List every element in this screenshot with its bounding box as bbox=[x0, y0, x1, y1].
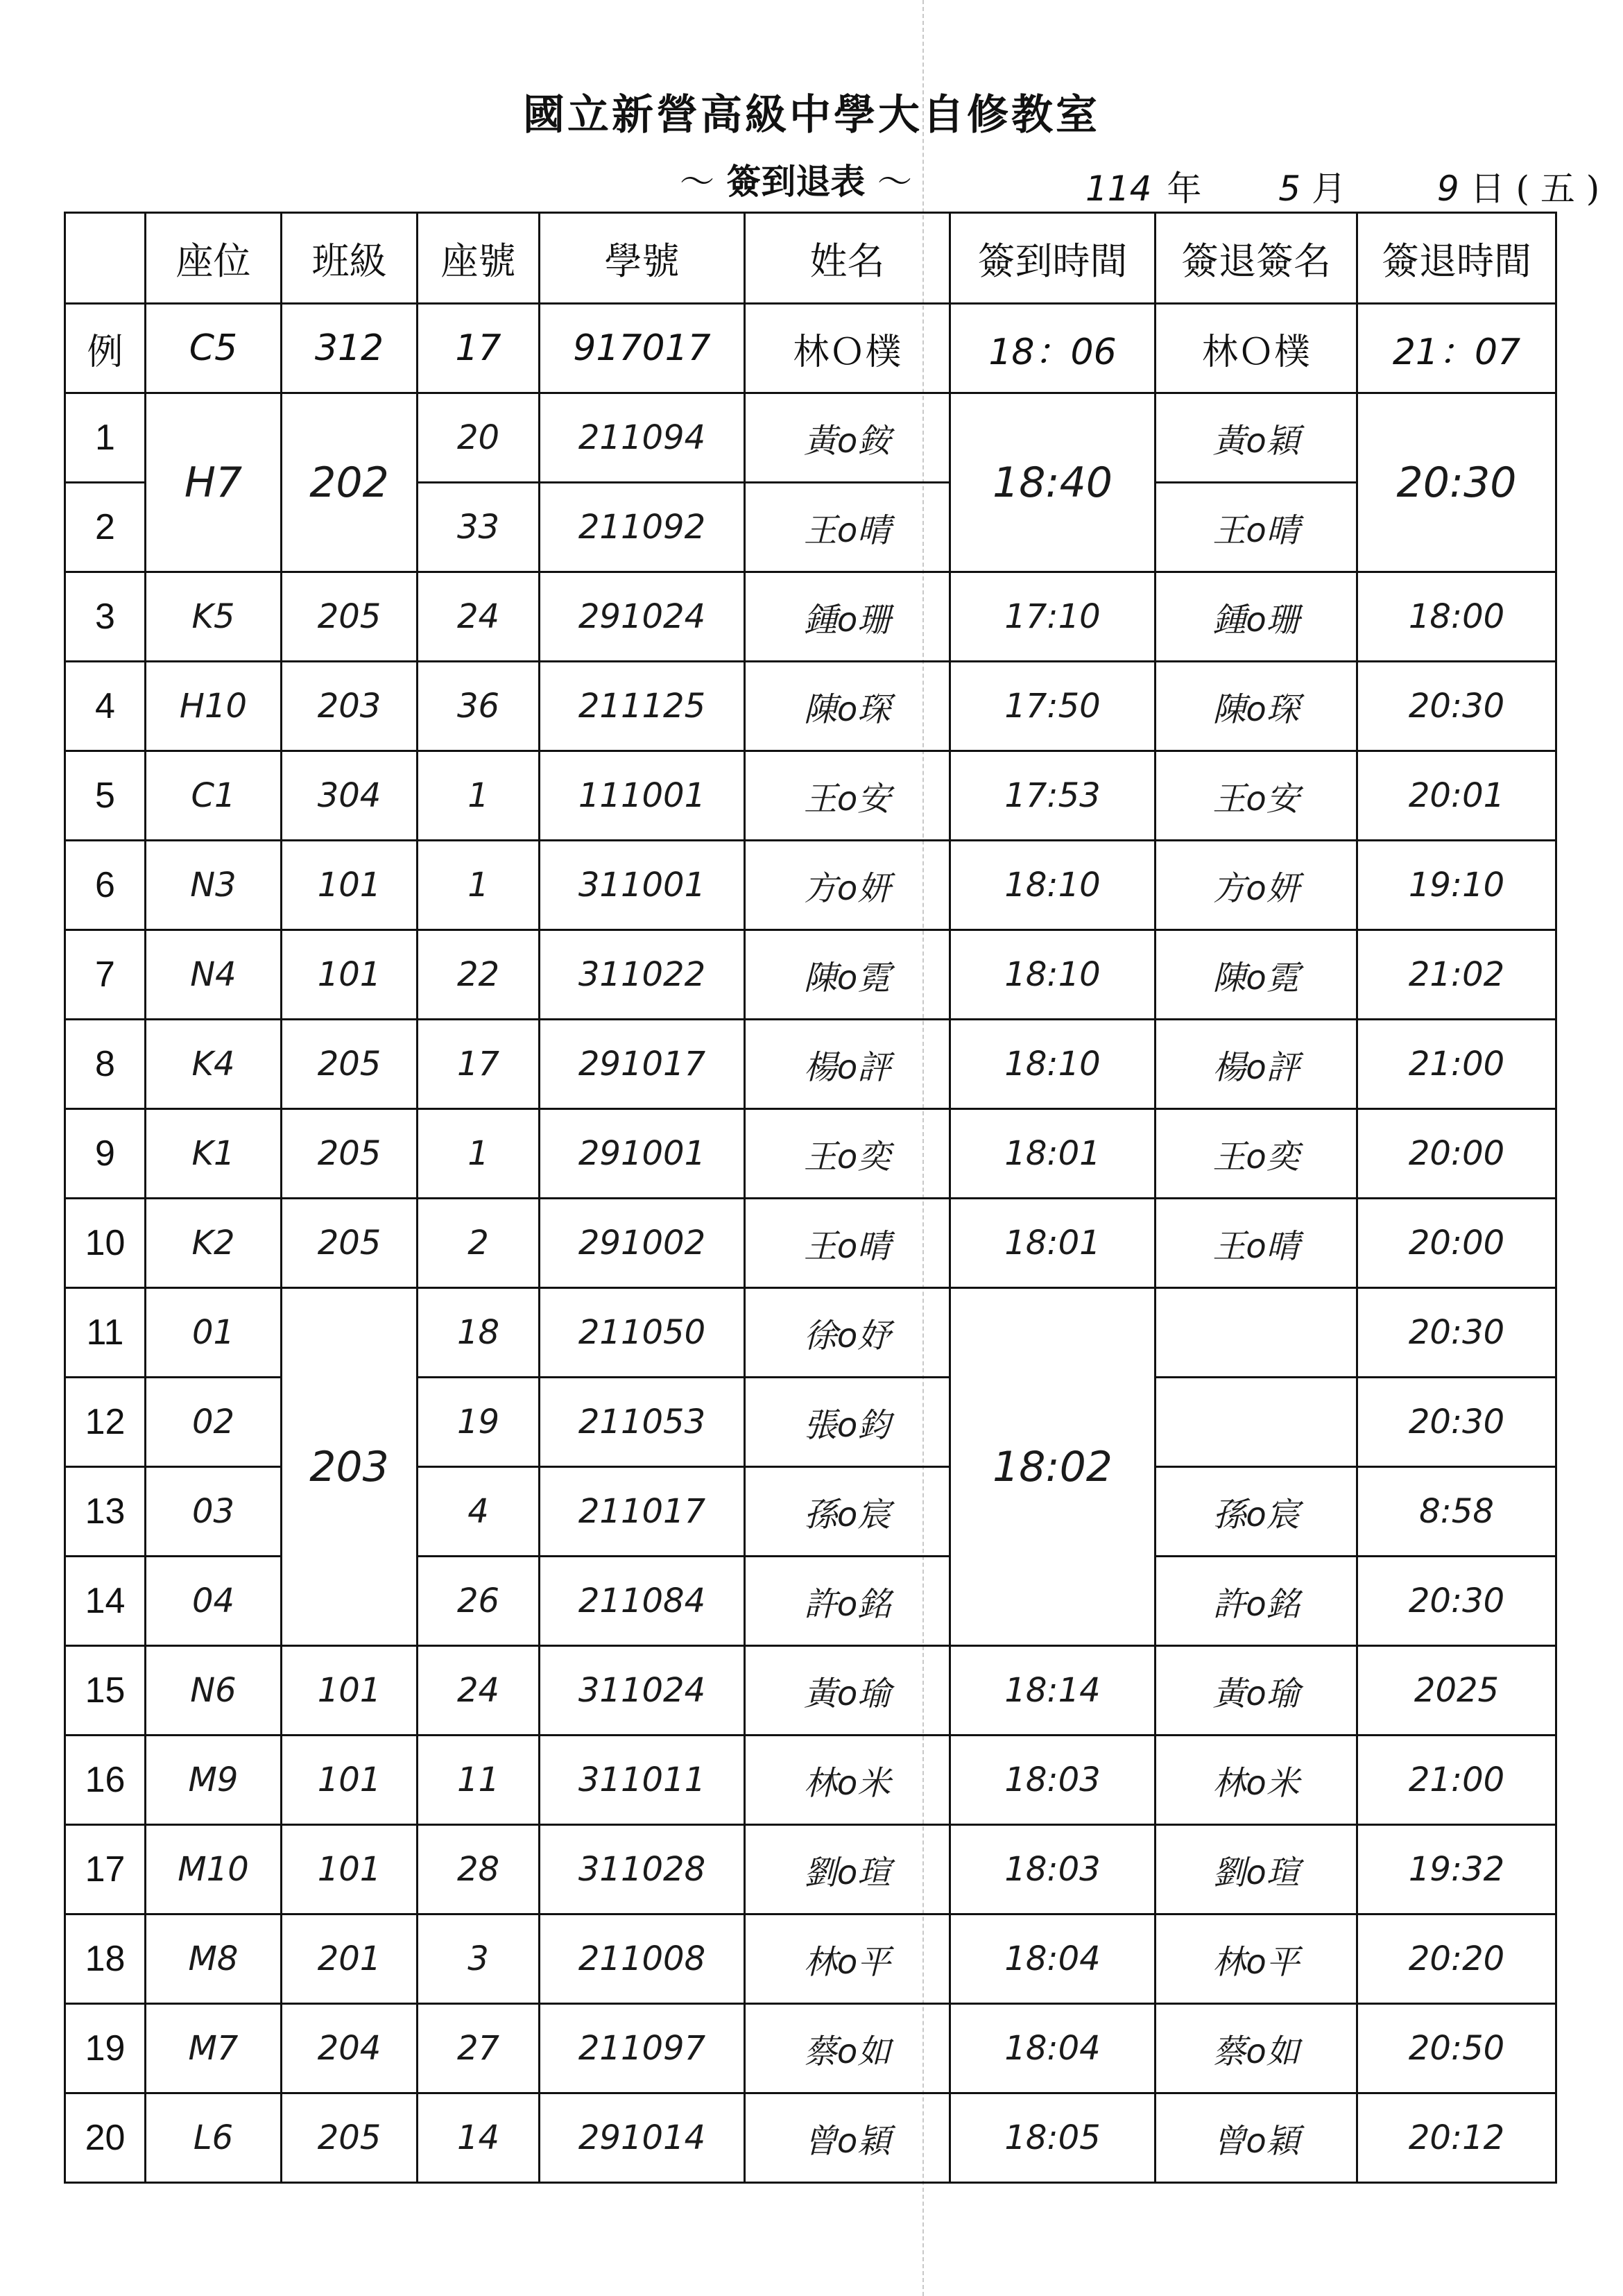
col-header-seat: 座位 bbox=[146, 213, 282, 304]
cell-class: 101 bbox=[282, 1825, 418, 1914]
col-header-student-id: 學號 bbox=[540, 213, 745, 304]
example-seat: C5 bbox=[146, 304, 282, 393]
cell-sign-out-time: 19:10 bbox=[1357, 841, 1556, 930]
cell-seat-no: 1 bbox=[418, 1109, 540, 1199]
cell-sign-out-signature: 蔡o如 bbox=[1156, 2004, 1357, 2093]
cell-sign-out-signature: 曾o穎 bbox=[1156, 2093, 1357, 2183]
cell-class: 304 bbox=[282, 751, 418, 841]
cell-seat: M7 bbox=[146, 2004, 282, 2093]
date-day-unit: 日 bbox=[1470, 169, 1505, 209]
table-row bbox=[65, 572, 1556, 662]
cell-sign-out-time: 20:12 bbox=[1357, 2093, 1556, 2183]
cell-class: 205 bbox=[282, 2093, 418, 2183]
cell-seat-no: 36 bbox=[418, 662, 540, 751]
cell-student-id: 211094 bbox=[540, 393, 745, 483]
cell-name: 楊o評 bbox=[745, 1020, 950, 1109]
cell-sign-out-signature bbox=[1156, 1288, 1357, 1378]
cell-sign-out-time: 21:00 bbox=[1357, 1020, 1556, 1109]
cell-name: 徐o妤 bbox=[745, 1288, 950, 1378]
cell-sign-out-signature: 王o安 bbox=[1156, 751, 1357, 841]
row-number: 13 bbox=[65, 1467, 146, 1557]
cell-sign-out-time: 20:30 bbox=[1357, 662, 1556, 751]
col-header-seat-no: 座號 bbox=[418, 213, 540, 304]
table-row bbox=[65, 393, 1556, 483]
row-number: 14 bbox=[65, 1557, 146, 1646]
row-number: 1 bbox=[65, 393, 146, 483]
cell-name: 劉o瑄 bbox=[745, 1825, 950, 1914]
example-student-id: 917017 bbox=[540, 304, 745, 393]
cell-sign-in-time: 17:10 bbox=[950, 572, 1156, 662]
cell-name: 王o安 bbox=[745, 751, 950, 841]
cell-sign-out-signature: 王o晴 bbox=[1156, 1199, 1357, 1288]
cell-sign-out-signature bbox=[1156, 1378, 1357, 1467]
cell-seat-no: 4 bbox=[418, 1467, 540, 1557]
cell-sign-in-time: 17:53 bbox=[950, 751, 1156, 841]
cell-sign-in-time: 18:40 bbox=[950, 393, 1156, 572]
cell-sign-out-time: 20:30 bbox=[1357, 393, 1556, 572]
table-row bbox=[65, 751, 1556, 841]
cell-seat: 01 bbox=[146, 1288, 282, 1378]
cell-sign-in-time: 18:14 bbox=[950, 1646, 1156, 1736]
date-weekday: ( 五 ) bbox=[1515, 169, 1600, 209]
cell-class: 101 bbox=[282, 1736, 418, 1825]
cell-sign-in-time: 18:10 bbox=[950, 841, 1156, 930]
cell-student-id: 211092 bbox=[540, 483, 745, 572]
cell-seat: L6 bbox=[146, 2093, 282, 2183]
cell-student-id: 311022 bbox=[540, 930, 745, 1020]
cell-sign-out-signature: 黃o穎 bbox=[1156, 393, 1357, 483]
cell-sign-out-time: 8:58 bbox=[1357, 1467, 1556, 1557]
example-sign-out-time: 21：07 bbox=[1357, 304, 1556, 393]
cell-student-id: 311024 bbox=[540, 1646, 745, 1736]
table-row bbox=[65, 1914, 1556, 2004]
example-name: 林Ｏ樸 bbox=[745, 304, 950, 393]
cell-class: 205 bbox=[282, 572, 418, 662]
example-seat-no: 17 bbox=[418, 304, 540, 393]
cell-seat: K5 bbox=[146, 572, 282, 662]
col-header-sign-out-time: 簽退時間 bbox=[1357, 213, 1556, 304]
row-number: 19 bbox=[65, 2004, 146, 2093]
cell-name: 方o妍 bbox=[745, 841, 950, 930]
cell-sign-out-signature: 陳o霓 bbox=[1156, 930, 1357, 1020]
cell-sign-in-time: 18:04 bbox=[950, 1914, 1156, 2004]
cell-seat: H7 bbox=[146, 393, 282, 572]
cell-seat-no: 1 bbox=[418, 841, 540, 930]
row-number: 20 bbox=[65, 2093, 146, 2183]
row-number: 15 bbox=[65, 1646, 146, 1736]
cell-seat-no: 22 bbox=[418, 930, 540, 1020]
cell-seat-no: 24 bbox=[418, 1646, 540, 1736]
cell-sign-out-time: 20:20 bbox=[1357, 1914, 1556, 2004]
table-row bbox=[65, 2093, 1556, 2183]
cell-class: 205 bbox=[282, 1109, 418, 1199]
cell-sign-in-time: 18:02 bbox=[950, 1288, 1156, 1646]
cell-student-id: 211050 bbox=[540, 1288, 745, 1378]
cell-class: 101 bbox=[282, 841, 418, 930]
cell-name: 王o晴 bbox=[745, 1199, 950, 1288]
cell-sign-out-signature: 王o奕 bbox=[1156, 1109, 1357, 1199]
row-number: 8 bbox=[65, 1020, 146, 1109]
row-number: 16 bbox=[65, 1736, 146, 1825]
cell-seat-no: 28 bbox=[418, 1825, 540, 1914]
cell-class: 101 bbox=[282, 930, 418, 1020]
cell-student-id: 211084 bbox=[540, 1557, 745, 1646]
row-number: 11 bbox=[65, 1288, 146, 1378]
cell-sign-out-time: 18:00 bbox=[1357, 572, 1556, 662]
cell-seat: K2 bbox=[146, 1199, 282, 1288]
subtitle-tilde-right: ～ bbox=[877, 162, 912, 202]
date-month-unit: 月 bbox=[1311, 169, 1346, 209]
cell-name: 黃o銨 bbox=[745, 393, 950, 483]
cell-sign-out-time: 20:30 bbox=[1357, 1557, 1556, 1646]
cell-sign-out-time: 20:00 bbox=[1357, 1109, 1556, 1199]
cell-seat: H10 bbox=[146, 662, 282, 751]
cell-sign-out-time: 20:50 bbox=[1357, 2004, 1556, 2093]
row-number: 2 bbox=[65, 483, 146, 572]
col-header-name: 姓名 bbox=[745, 213, 950, 304]
cell-seat-no: 2 bbox=[418, 1199, 540, 1288]
cell-sign-in-time: 17:50 bbox=[950, 662, 1156, 751]
table-header-row bbox=[65, 213, 1556, 304]
date-year-unit: 年 bbox=[1167, 169, 1202, 209]
cell-name: 孫o宸 bbox=[745, 1467, 950, 1557]
cell-seat: M8 bbox=[146, 1914, 282, 2004]
table-row bbox=[65, 1825, 1556, 1914]
cell-sign-out-signature: 孫o宸 bbox=[1156, 1467, 1357, 1557]
cell-seat-no: 17 bbox=[418, 1020, 540, 1109]
cell-student-id: 211008 bbox=[540, 1914, 745, 2004]
cell-seat-no: 18 bbox=[418, 1288, 540, 1378]
row-number: 4 bbox=[65, 662, 146, 751]
cell-sign-in-time: 18:01 bbox=[950, 1109, 1156, 1199]
cell-student-id: 311011 bbox=[540, 1736, 745, 1825]
cell-class: 205 bbox=[282, 1020, 418, 1109]
table-row bbox=[65, 662, 1556, 751]
cell-seat: K1 bbox=[146, 1109, 282, 1199]
cell-seat: N4 bbox=[146, 930, 282, 1020]
table-row bbox=[65, 1646, 1556, 1736]
cell-seat-no: 11 bbox=[418, 1736, 540, 1825]
form-date bbox=[1085, 161, 1599, 211]
cell-sign-out-signature: 陳o琛 bbox=[1156, 662, 1357, 751]
form-subtitle bbox=[680, 154, 912, 204]
cell-student-id: 211125 bbox=[540, 662, 745, 751]
example-sign-out-signature: 林Ｏ樸 bbox=[1156, 304, 1357, 393]
cell-sign-out-signature: 黃o瑜 bbox=[1156, 1646, 1357, 1736]
cell-class: 202 bbox=[282, 393, 418, 572]
cell-seat-no: 14 bbox=[418, 2093, 540, 2183]
table-row bbox=[65, 1288, 1556, 1378]
form-title: 國立新營高級中學大自修教室 bbox=[523, 91, 1100, 139]
cell-sign-in-time: 18:10 bbox=[950, 1020, 1156, 1109]
cell-sign-in-time: 18:03 bbox=[950, 1736, 1156, 1825]
cell-sign-out-signature: 楊o評 bbox=[1156, 1020, 1357, 1109]
cell-name: 鍾o珊 bbox=[745, 572, 950, 662]
cell-seat: N3 bbox=[146, 841, 282, 930]
cell-seat: 03 bbox=[146, 1467, 282, 1557]
cell-class: 203 bbox=[282, 1288, 418, 1646]
cell-seat-no: 20 bbox=[418, 393, 540, 483]
cell-class: 203 bbox=[282, 662, 418, 751]
cell-sign-in-time: 18:01 bbox=[950, 1199, 1156, 1288]
example-label: 例 bbox=[65, 304, 146, 393]
cell-name: 陳o琛 bbox=[745, 662, 950, 751]
table-row bbox=[65, 2004, 1556, 2093]
cell-name: 黃o瑜 bbox=[745, 1646, 950, 1736]
cell-student-id: 111001 bbox=[540, 751, 745, 841]
table-row bbox=[65, 1199, 1556, 1288]
cell-class: 101 bbox=[282, 1646, 418, 1736]
cell-name: 陳o霓 bbox=[745, 930, 950, 1020]
cell-sign-out-signature: 林o平 bbox=[1156, 1914, 1357, 2004]
cell-sign-out-time: 20:00 bbox=[1357, 1199, 1556, 1288]
cell-sign-out-signature: 方o妍 bbox=[1156, 841, 1357, 930]
cell-seat: K4 bbox=[146, 1020, 282, 1109]
example-sign-in-time: 18：06 bbox=[950, 304, 1156, 393]
cell-sign-out-time: 19:32 bbox=[1357, 1825, 1556, 1914]
cell-sign-out-signature: 鍾o珊 bbox=[1156, 572, 1357, 662]
cell-seat: C1 bbox=[146, 751, 282, 841]
cell-student-id: 211017 bbox=[540, 1467, 745, 1557]
row-number: 17 bbox=[65, 1825, 146, 1914]
cell-seat-no: 24 bbox=[418, 572, 540, 662]
cell-sign-out-time: 21:02 bbox=[1357, 930, 1556, 1020]
example-class: 312 bbox=[282, 304, 418, 393]
date-year: 114 bbox=[1085, 169, 1152, 209]
subtitle-tilde-left: ～ bbox=[680, 162, 714, 202]
cell-seat-no: 26 bbox=[418, 1557, 540, 1646]
cell-sign-out-signature: 劉o瑄 bbox=[1156, 1825, 1357, 1914]
cell-seat-no: 3 bbox=[418, 1914, 540, 2004]
col-header-class: 班級 bbox=[282, 213, 418, 304]
cell-name: 林o平 bbox=[745, 1914, 950, 2004]
row-number: 6 bbox=[65, 841, 146, 930]
cell-student-id: 291002 bbox=[540, 1199, 745, 1288]
cell-sign-in-time: 18:03 bbox=[950, 1825, 1156, 1914]
cell-student-id: 311028 bbox=[540, 1825, 745, 1914]
cell-student-id: 211097 bbox=[540, 2004, 745, 2093]
row-number: 10 bbox=[65, 1199, 146, 1288]
table-row bbox=[65, 930, 1556, 1020]
cell-sign-out-time: 20:01 bbox=[1357, 751, 1556, 841]
cell-seat: 04 bbox=[146, 1557, 282, 1646]
cell-seat: M9 bbox=[146, 1736, 282, 1825]
cell-student-id: 291014 bbox=[540, 2093, 745, 2183]
cell-class: 204 bbox=[282, 2004, 418, 2093]
row-number: 18 bbox=[65, 1914, 146, 2004]
col-header-sign-out-signature: 簽退簽名 bbox=[1156, 213, 1357, 304]
cell-sign-out-time: 20:30 bbox=[1357, 1378, 1556, 1467]
cell-sign-in-time: 18:04 bbox=[950, 2004, 1156, 2093]
row-number: 7 bbox=[65, 930, 146, 1020]
cell-name: 王o晴 bbox=[745, 483, 950, 572]
col-header-index bbox=[65, 213, 146, 304]
cell-student-id: 291017 bbox=[540, 1020, 745, 1109]
row-number: 9 bbox=[65, 1109, 146, 1199]
table-row bbox=[65, 1736, 1556, 1825]
table-row bbox=[65, 1020, 1556, 1109]
example-row bbox=[65, 304, 1556, 393]
cell-sign-out-time: 2025 bbox=[1357, 1646, 1556, 1736]
cell-seat: M10 bbox=[146, 1825, 282, 1914]
cell-seat-no: 27 bbox=[418, 2004, 540, 2093]
cell-seat-no: 1 bbox=[418, 751, 540, 841]
cell-sign-out-time: 21:00 bbox=[1357, 1736, 1556, 1825]
cell-class: 205 bbox=[282, 1199, 418, 1288]
cell-name: 蔡o如 bbox=[745, 2004, 950, 2093]
sign-in-table bbox=[64, 212, 1557, 2184]
cell-sign-out-signature: 許o銘 bbox=[1156, 1557, 1357, 1646]
cell-name: 曾o穎 bbox=[745, 2093, 950, 2183]
table-row bbox=[65, 1109, 1556, 1199]
cell-sign-in-time: 18:05 bbox=[950, 2093, 1156, 2183]
cell-sign-out-signature: 王o晴 bbox=[1156, 483, 1357, 572]
cell-seat: 02 bbox=[146, 1378, 282, 1467]
table-row bbox=[65, 841, 1556, 930]
cell-seat-no: 33 bbox=[418, 483, 540, 572]
cell-sign-out-time: 20:30 bbox=[1357, 1288, 1556, 1378]
row-number: 3 bbox=[65, 572, 146, 662]
date-month: 5 bbox=[1278, 169, 1301, 209]
cell-student-id: 291024 bbox=[540, 572, 745, 662]
row-number: 12 bbox=[65, 1378, 146, 1467]
cell-student-id: 211053 bbox=[540, 1378, 745, 1467]
cell-name: 張o鈞 bbox=[745, 1378, 950, 1467]
col-header-sign-in-time: 簽到時間 bbox=[950, 213, 1156, 304]
cell-class: 201 bbox=[282, 1914, 418, 2004]
subtitle-text: 簽到退表 bbox=[726, 161, 866, 202]
cell-sign-out-signature: 林o米 bbox=[1156, 1736, 1357, 1825]
row-number: 5 bbox=[65, 751, 146, 841]
cell-name: 林o米 bbox=[745, 1736, 950, 1825]
cell-sign-in-time: 18:10 bbox=[950, 930, 1156, 1020]
cell-student-id: 311001 bbox=[540, 841, 745, 930]
cell-name: 王o奕 bbox=[745, 1109, 950, 1199]
cell-student-id: 291001 bbox=[540, 1109, 745, 1199]
date-day: 9 bbox=[1436, 169, 1459, 209]
cell-seat: N6 bbox=[146, 1646, 282, 1736]
cell-seat-no: 19 bbox=[418, 1378, 540, 1467]
cell-name: 許o銘 bbox=[745, 1557, 950, 1646]
